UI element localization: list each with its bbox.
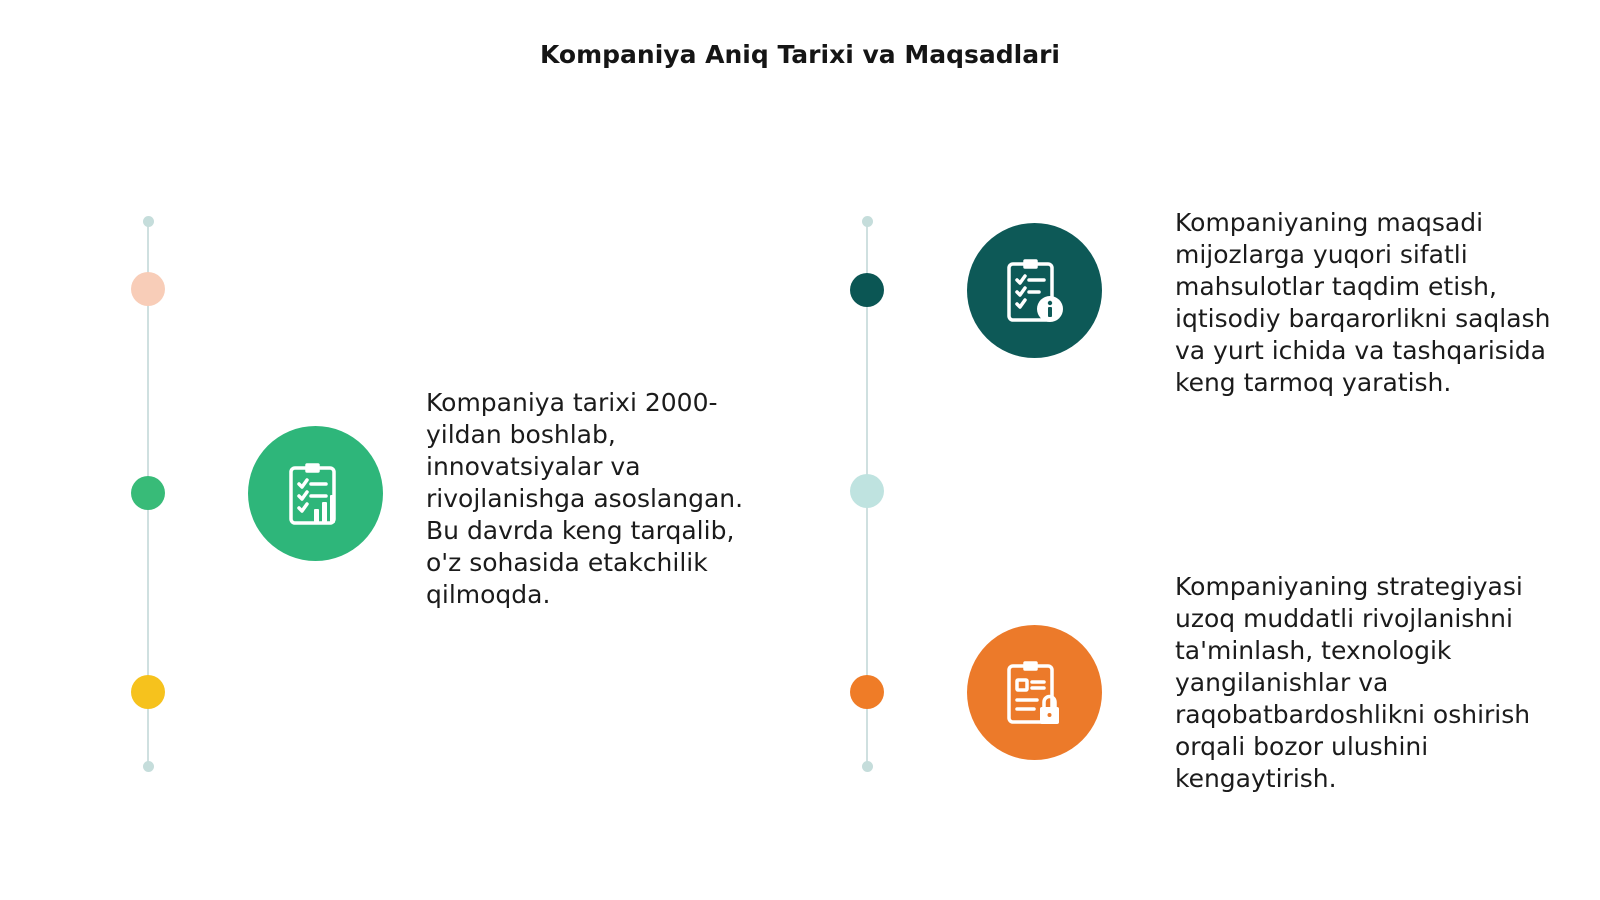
right-timeline-bottom-dot (862, 761, 873, 772)
clipboard-info-icon (997, 253, 1073, 329)
clipboard-chart-icon (279, 457, 353, 531)
left-timeline-yellow-marker (131, 675, 165, 709)
right-timeline-top-dot (862, 216, 873, 227)
left-timeline-bottom-dot (143, 761, 154, 772)
left-timeline-peach-marker (131, 272, 165, 306)
right-timeline-mint-marker (850, 474, 884, 508)
page-title: Kompaniya Aniq Tarixi va Maqsadlari (540, 40, 1060, 69)
clipboard-lock-icon (997, 655, 1073, 731)
right-timeline-orange-marker (850, 675, 884, 709)
left-timeline-green-marker (131, 476, 165, 510)
history-description: Kompaniya tarixi 2000-yildan boshlab, innovatsiyalar va rivojlanishga asoslangan. Bu davrda keng tarqalib, o'z sohasida etakchilik qilmoqda. (426, 388, 744, 609)
goal-badge (967, 223, 1102, 358)
strategy-badge (967, 625, 1102, 760)
left-timeline-top-dot (143, 216, 154, 227)
strategy-description: Kompaniyaning strategiyasi uzoq muddatli rivojlanishni ta'minlash, texnologik yangilanishlar va raqobatbardoshlikni oshirish orqali bozor ulushini kengaytirish. (1175, 572, 1531, 793)
goal-description: Kompaniyaning maqsadi mijozlarga yuqori sifatli mahsulotlar taqdim etish, iqtisodiy barqarorlikni saqlash va yurt ichida va tashqarisida keng tarmoq yaratish. (1175, 208, 1551, 397)
right-timeline-teal-marker (850, 273, 884, 307)
history-badge (248, 426, 383, 561)
